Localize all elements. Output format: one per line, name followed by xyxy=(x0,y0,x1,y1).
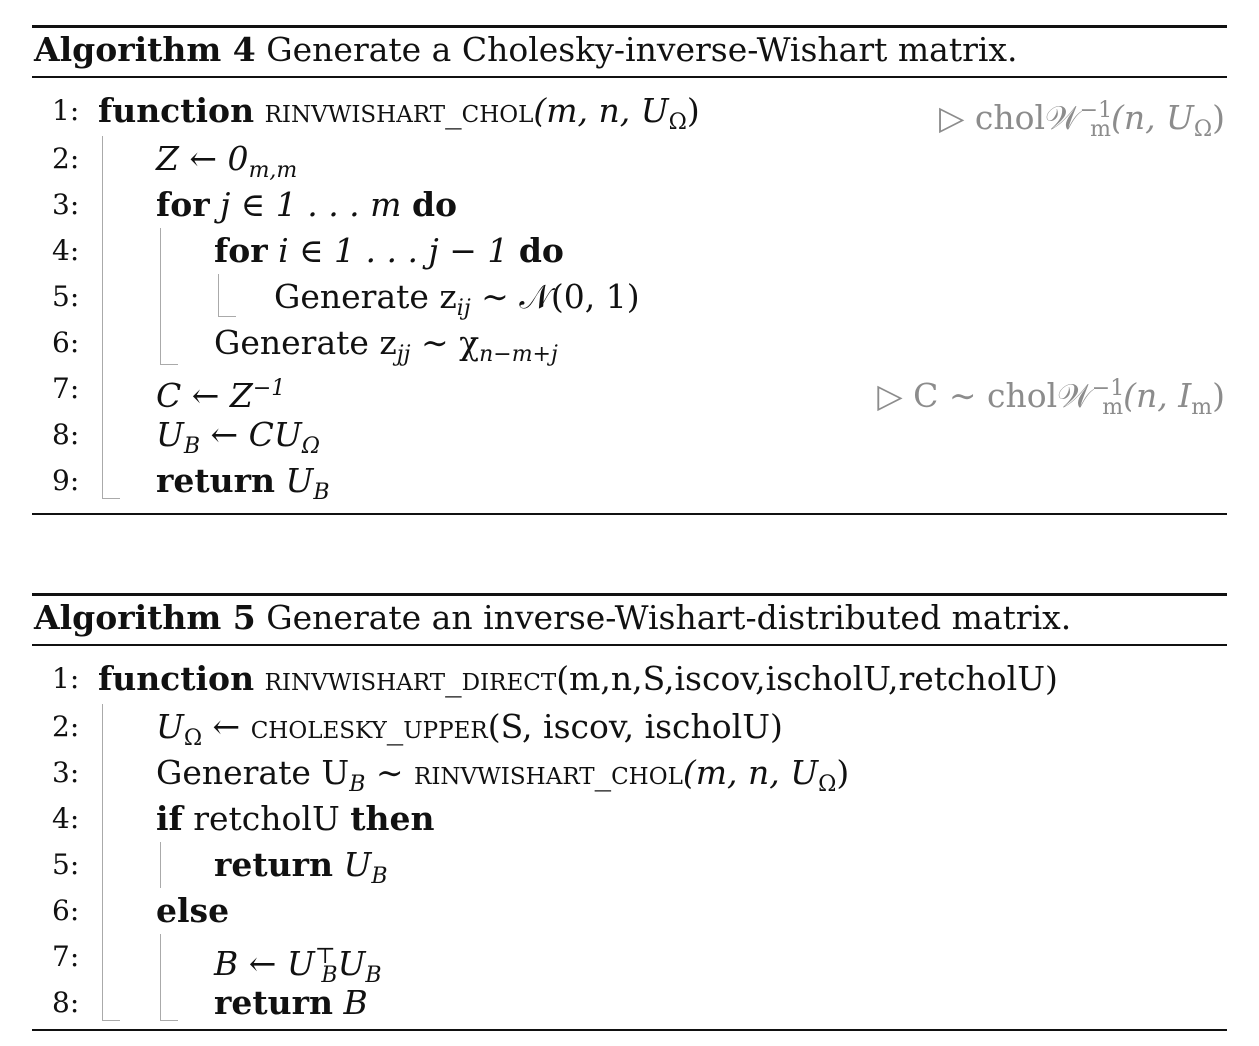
line-number: 5: xyxy=(52,280,80,313)
subscript: B xyxy=(313,480,330,505)
subscript: Ω xyxy=(301,434,320,459)
line-number: 4: xyxy=(52,234,80,267)
code-text xyxy=(98,656,1058,702)
code-part: ∼ xyxy=(365,753,415,792)
comment-text: (n, U xyxy=(1110,98,1194,137)
keyword: function xyxy=(98,91,255,130)
code-part: ← xyxy=(202,707,251,746)
subscript: Ω xyxy=(668,110,687,135)
line-number: 8: xyxy=(52,418,80,451)
superscript: −1 xyxy=(252,376,286,401)
line-number: 8: xyxy=(52,986,80,1019)
algorithm-label: Algorithm 4 xyxy=(34,30,256,69)
code-line xyxy=(32,366,1227,420)
code-part: B ← U xyxy=(214,944,315,983)
code-part: j ∈ 1 . . . m xyxy=(209,185,412,224)
bottom-rule xyxy=(32,1029,1227,1031)
code-line xyxy=(32,934,1227,988)
algorithm-title: Generate an inverse-Wishart-distributed matrix. xyxy=(266,598,1072,637)
code-text xyxy=(214,228,564,274)
keyword: then xyxy=(350,799,435,838)
subscript: m xyxy=(1102,395,1124,420)
line-number: 5: xyxy=(52,848,80,881)
code-part: retcholU xyxy=(182,799,351,838)
top-rule xyxy=(32,593,1227,596)
args-end: ) xyxy=(686,91,700,130)
code-line xyxy=(32,656,1227,702)
line-number: 7: xyxy=(52,940,80,973)
subscript: B xyxy=(321,963,338,988)
code-part: Z ← 0 xyxy=(156,139,249,178)
keyword: for xyxy=(214,231,268,270)
code-text xyxy=(214,980,368,1026)
subscript: m,m xyxy=(248,158,298,183)
line-number: 7: xyxy=(52,372,80,405)
subscript: ij xyxy=(456,296,471,321)
args: (m,n,S,iscov,ischolU,retcholU) xyxy=(556,659,1058,698)
code-line xyxy=(32,182,1227,228)
comment-text: ) xyxy=(1212,98,1225,137)
code-text xyxy=(156,888,229,934)
keyword: return xyxy=(214,983,333,1022)
code-line xyxy=(32,136,1227,182)
code-part: Generate z xyxy=(214,323,397,362)
code-line xyxy=(32,228,1227,274)
subscript: B xyxy=(371,864,388,889)
keyword: else xyxy=(156,891,230,930)
code-text xyxy=(156,796,434,842)
subscript: B xyxy=(183,434,200,459)
line-number: 1: xyxy=(52,94,80,127)
line-number: 2: xyxy=(52,710,80,743)
comment-text: ) xyxy=(1212,376,1225,415)
subscript: jj xyxy=(396,342,411,367)
algorithm-caption xyxy=(34,598,1072,637)
line-number: 2: xyxy=(52,142,80,175)
top-rule xyxy=(32,25,1227,28)
subscript: Ω xyxy=(818,772,837,797)
keyword: function xyxy=(98,659,255,698)
code-text xyxy=(156,458,329,516)
code-part: Generate U xyxy=(156,753,350,792)
code-line xyxy=(32,88,1227,142)
superscript: −1 xyxy=(1079,98,1113,123)
subscript: B xyxy=(365,963,382,988)
code-line xyxy=(32,980,1227,1026)
code-text xyxy=(156,182,457,228)
line-number: 6: xyxy=(52,894,80,927)
subscript: Ω xyxy=(1193,117,1213,142)
keyword: for xyxy=(156,185,210,224)
keyword: return xyxy=(156,461,275,500)
comment-text: ▷ chol𝒲 xyxy=(939,98,1080,137)
subscript: n−m+j xyxy=(479,342,558,367)
code-part: B xyxy=(333,983,368,1022)
line-number: 6: xyxy=(52,326,80,359)
line-number: 3: xyxy=(52,188,80,221)
subscript: m xyxy=(1090,117,1111,142)
code-part: U xyxy=(333,845,372,884)
code-part: Generate z xyxy=(274,277,457,316)
code-line xyxy=(32,320,1227,366)
keyword: do xyxy=(518,231,564,270)
code-part: (m, n, U xyxy=(682,753,819,792)
caption-rule xyxy=(32,76,1227,78)
code-line xyxy=(32,274,1227,320)
args: (m, n, U xyxy=(533,91,669,130)
subscript: Ω xyxy=(183,726,203,751)
algorithm-caption xyxy=(34,30,1018,69)
comment-text: ▷ C ∼ chol𝒲 xyxy=(877,376,1092,415)
function-name: rinvwishart_chol xyxy=(264,91,534,130)
code-part: ∼ χ xyxy=(410,323,480,362)
comment-text: (n, I xyxy=(1123,376,1192,415)
code-line xyxy=(32,796,1227,842)
function-name: rinvwishart_direct xyxy=(264,659,557,698)
function-name: rinvwishart_chol xyxy=(414,753,683,792)
code-line xyxy=(32,704,1227,750)
line-number: 3: xyxy=(52,756,80,789)
code-part: U xyxy=(156,707,184,746)
line-number: 1: xyxy=(52,662,80,695)
code-part: i ∈ 1 . . . j − 1 xyxy=(267,231,519,270)
code-part: U xyxy=(275,461,314,500)
code-line xyxy=(32,412,1227,458)
code-part: ) xyxy=(836,753,850,792)
code-part: (S, iscov, ischolU) xyxy=(487,707,783,746)
caption-rule xyxy=(32,644,1227,646)
superscript: −1 xyxy=(1091,376,1125,401)
algorithm-label: Algorithm 5 xyxy=(34,598,256,637)
code-line xyxy=(32,458,1227,504)
keyword: do xyxy=(411,185,458,224)
code-part: ← CU xyxy=(199,415,302,454)
subscript: m xyxy=(1191,395,1213,420)
code-line xyxy=(32,842,1227,888)
line-number: 4: xyxy=(52,802,80,835)
subscript: B xyxy=(349,772,366,797)
code-line xyxy=(32,750,1227,796)
superscript: ⊤ xyxy=(314,944,336,969)
code-part: C ← Z xyxy=(156,376,253,415)
keyword: if xyxy=(156,799,183,838)
code-part: ∼ 𝒩(0, 1) xyxy=(470,277,640,316)
function-name: cholesky_upper xyxy=(250,707,488,746)
bottom-rule xyxy=(32,513,1227,515)
algorithm-title: Generate a Cholesky-inverse-Wishart matrix. xyxy=(266,30,1018,69)
code-line xyxy=(32,888,1227,934)
code-part: U xyxy=(156,415,184,454)
line-number: 9: xyxy=(52,464,80,497)
keyword: return xyxy=(214,845,333,884)
code-part: U xyxy=(337,944,366,983)
